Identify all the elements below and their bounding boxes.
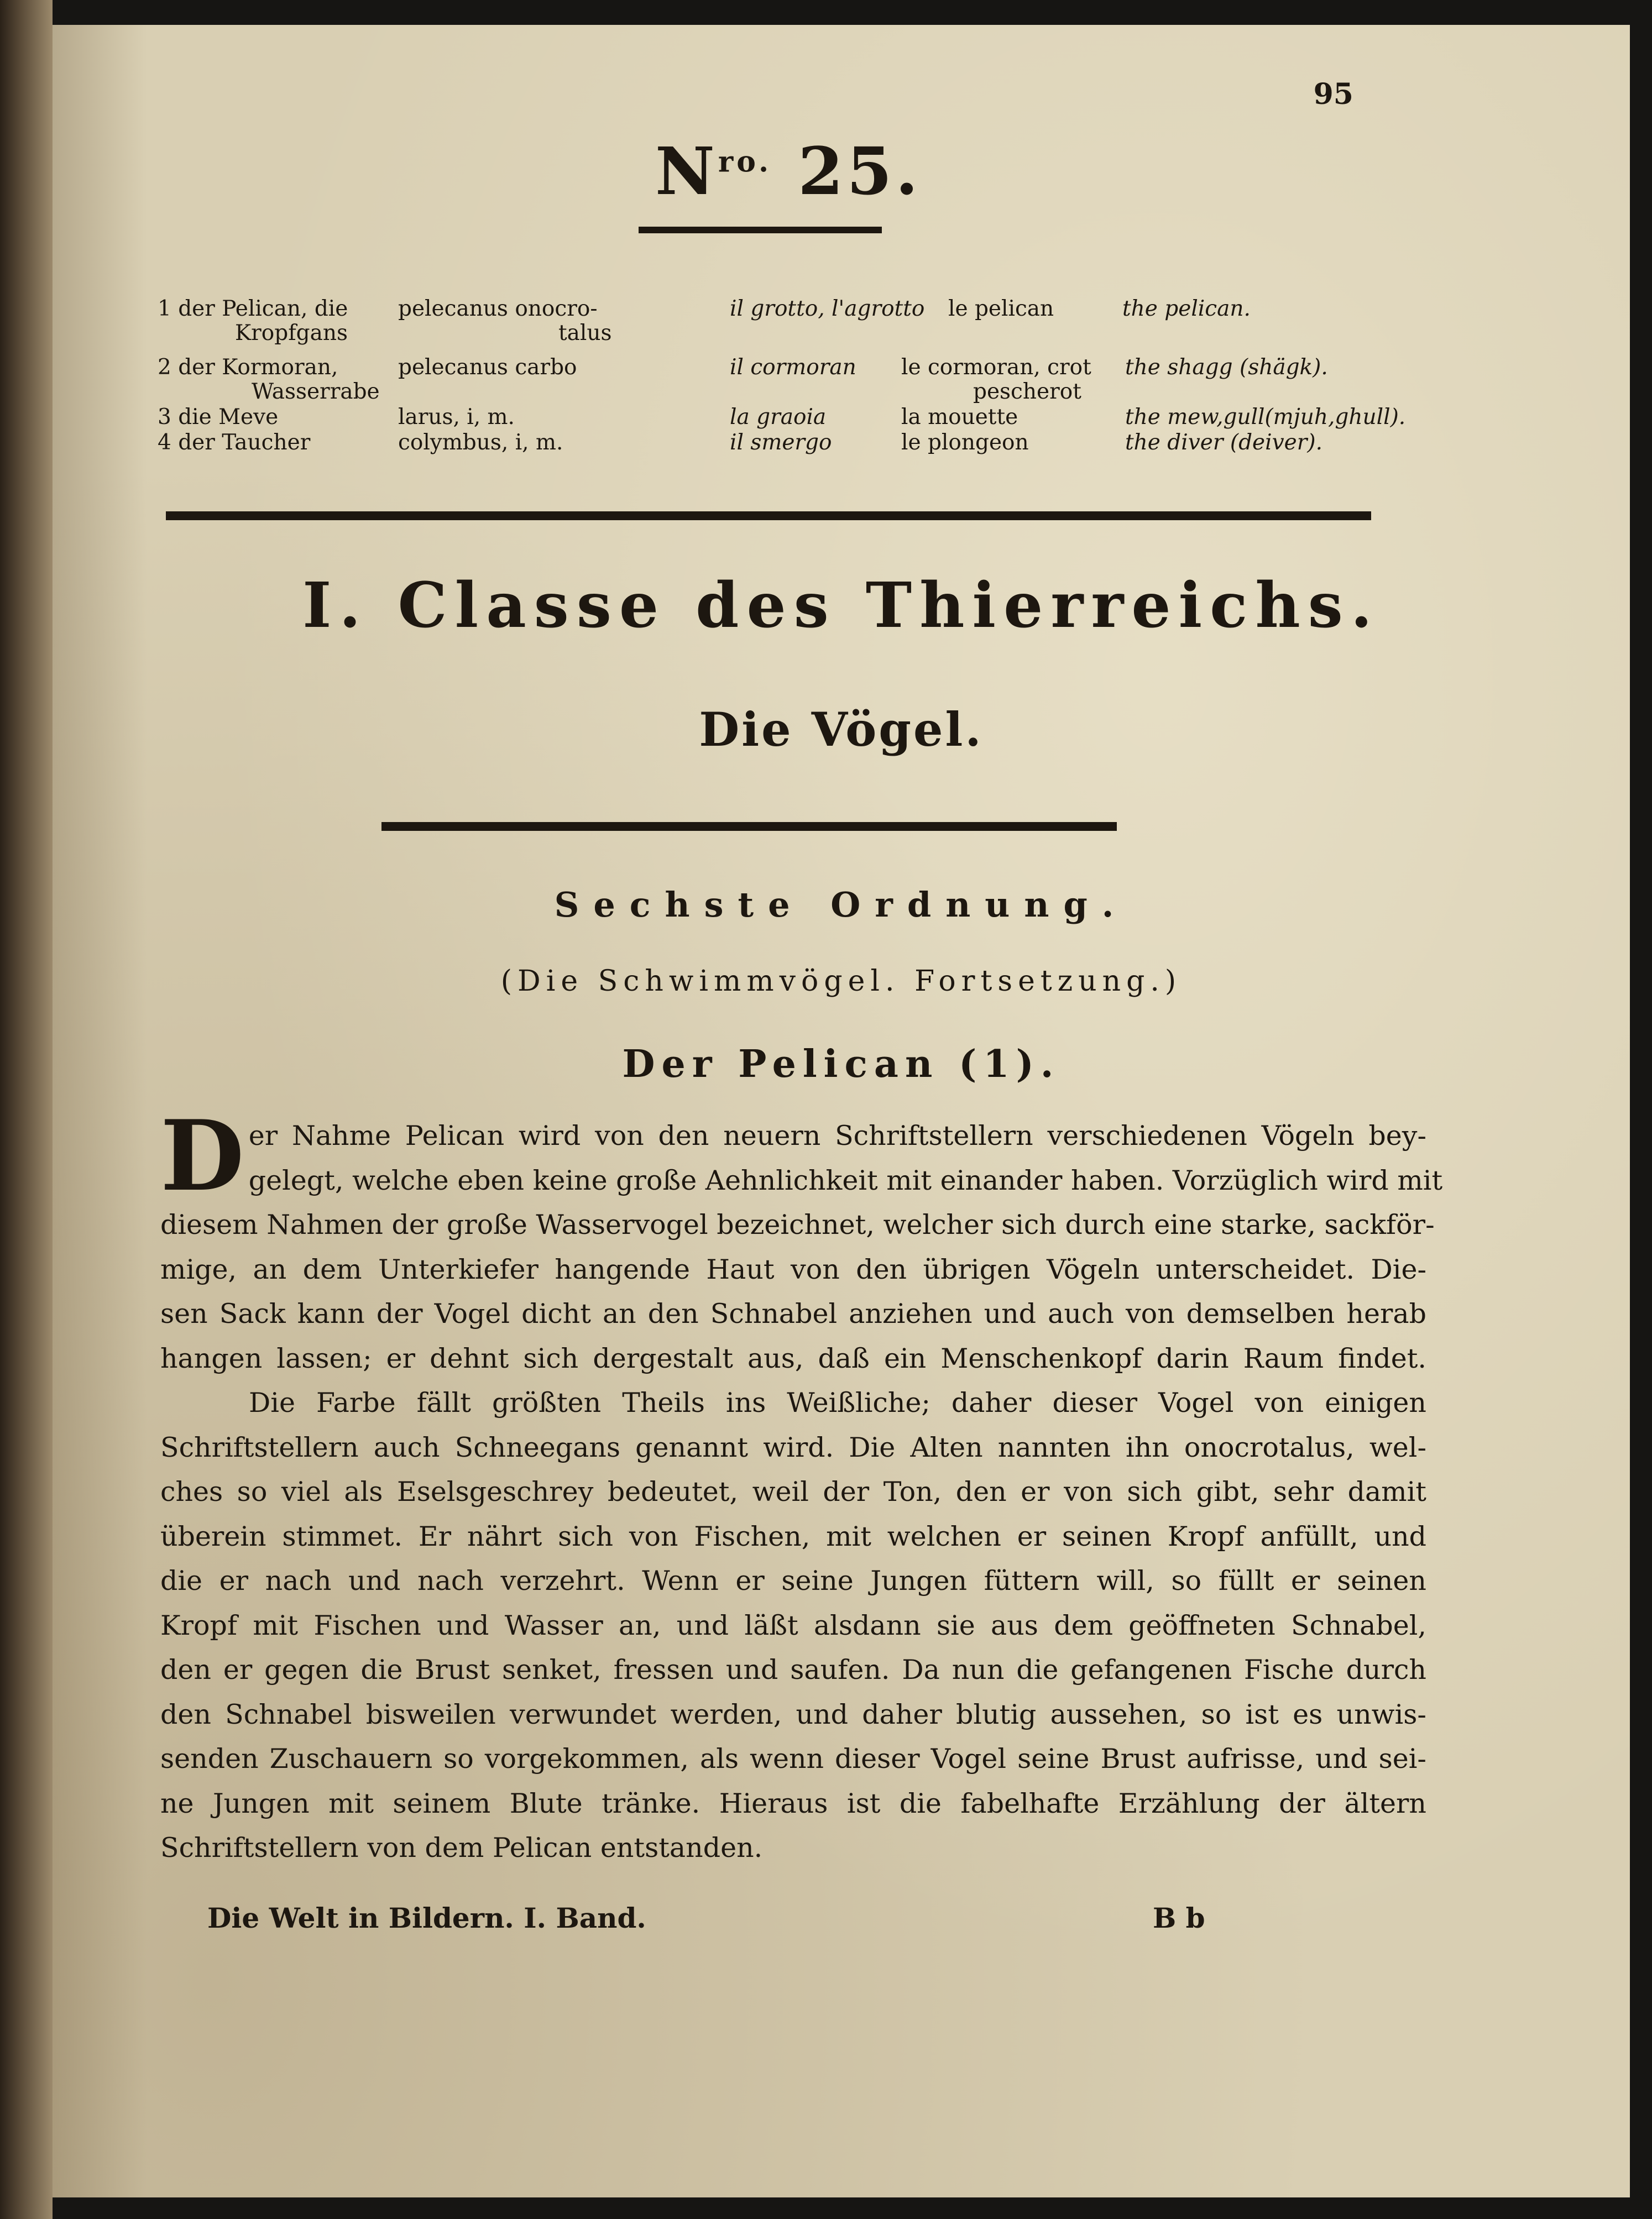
vocab-german-cont: Wasserrabe	[252, 379, 380, 404]
text-line: mige, an dem Unterkiefer hangende Haut von den übrigen Vögeln unterscheidet. Die-	[160, 1253, 1426, 1285]
number-value: 25.	[798, 133, 922, 210]
text-line: ne Jungen mit seinem Blute tränke. Hieraus ist die fabelhafte Erzählung der ältern	[160, 1787, 1426, 1819]
text-line: Schriftstellern von dem Pelican entstanden.	[160, 1832, 763, 1864]
vocab-french: le pelican	[948, 296, 1054, 321]
page-footer	[207, 1902, 1236, 1934]
vocab-italian: la graoia	[730, 405, 827, 430]
class-title: I. Classe des Thierreichs.	[302, 569, 1380, 642]
number-prefix: N	[655, 133, 718, 210]
text-line: gelegt, welche eben keine große Aehnlichkeit mit einander haben. Vorzüglich wird mit	[248, 1164, 1443, 1196]
signature-mark: B b	[1153, 1902, 1205, 1934]
book-spine	[0, 0, 53, 2219]
vocab-latin: colymbus, i, m.	[398, 430, 563, 455]
vocab-english: the mew,gull(mjuh,ghull).	[1125, 405, 1406, 430]
vocab-italian: il cormoran	[730, 355, 856, 380]
vocab-german: 3 die Meve	[158, 405, 279, 430]
text-line: überein stimmet. Er nährt sich von Fischen, mit welchen er seinen Kropf anfüllt, und	[160, 1520, 1426, 1552]
title-underline	[639, 227, 882, 233]
book-page	[53, 25, 1630, 2197]
vocab-english: the pelican.	[1122, 296, 1251, 321]
text-line: sen Sack kann der Vogel dicht an den Schnabel anziehen und auch von demselben herab	[160, 1298, 1426, 1330]
text-line: den Schnabel bisweilen verwundet werden, und daher blutig aussehen, so ist es unwis-	[160, 1698, 1426, 1730]
number-title	[655, 133, 922, 210]
vocab-latin: larus, i, m.	[398, 405, 515, 430]
text-line: den er gegen die Brust senket, fressen und saufen. Da nun die gefangenen Fische durch	[160, 1654, 1426, 1686]
text-line: Die Farbe fällt größten Theils ins Weißliche; daher dieser Vogel von einigen	[249, 1387, 1426, 1419]
number-sup: ro.	[718, 145, 772, 179]
vocab-french-cont: pescherot	[973, 379, 1081, 404]
continuation-note: (Die Schwimmvögel. Fortsetzung.)	[500, 965, 1182, 998]
text-line: diesem Nahmen der große Wasservogel bezeichnet, welcher sich durch eine starke, sackför-	[160, 1209, 1435, 1241]
text-line: senden Zuschauern so vorgekommen, als wenn dieser Vogel seine Brust aufrisse, und sei-	[160, 1743, 1426, 1775]
text-line: ches so viel als Eselsgeschrey bedeutet, weil der Ton, den er von sich gibt, sehr damit	[160, 1476, 1426, 1508]
text-line: Kropf mit Fischen und Wasser an, und läßt alsdann sie aus dem geöffneten Schnabel,	[160, 1609, 1426, 1641]
text-line: die er nach und nach verzehrt. Wenn er seine Jungen füttern will, so füllt er seinen	[160, 1565, 1426, 1597]
vocab-german: 2 der Kormoran,	[158, 355, 338, 380]
section-divider	[166, 511, 1371, 520]
page-number: 95	[1313, 77, 1353, 111]
footer-title: Die Welt in Bildern. I. Band.	[207, 1902, 646, 1934]
vocab-german: 4 der Taucher	[158, 430, 311, 455]
order-title: Sechste Ordnung.	[554, 885, 1128, 925]
text-line: Schriftstellern auch Schneegans genannt wird. Die Alten nannten ihn onocrotalus, wel-	[160, 1431, 1426, 1463]
paragraph	[160, 1381, 1426, 1871]
body-text	[160, 1100, 1443, 1871]
section-title: Der Pelican (1).	[622, 1042, 1060, 1086]
text-line: er Nahme Pelican wird von den neuern Schriftstellern verschiedenen Vögeln bey-	[248, 1120, 1426, 1152]
vocab-german: 1 der Pelican, die	[158, 296, 348, 321]
vocab-french: la mouette	[901, 405, 1018, 430]
paragraph	[160, 1100, 1443, 1381]
vocab-italian: il smergo	[730, 430, 832, 455]
vocab-french: le cormoran, crot	[901, 355, 1091, 380]
vocab-italian: il grotto, l'agrotto	[730, 296, 925, 321]
vocab-german-cont: Kropfgans	[235, 321, 348, 346]
subtitle: Die Vögel.	[699, 702, 984, 757]
vocab-english: the shagg (shägk).	[1125, 355, 1328, 380]
vocab-latin: pelecanus carbo	[398, 355, 577, 380]
vocab-latin: pelecanus onocro-	[398, 296, 598, 321]
text-line: hangen lassen; er dehnt sich dergestalt aus, daß ein Menschenkopf darin Raum findet.	[160, 1342, 1426, 1374]
vocab-english: the diver (deiver).	[1125, 430, 1322, 455]
vocab-latin-cont: talus	[558, 321, 612, 346]
subtitle-divider	[381, 822, 1117, 831]
drop-cap: D	[160, 1100, 244, 1213]
vocab-french: le plongeon	[901, 430, 1029, 455]
